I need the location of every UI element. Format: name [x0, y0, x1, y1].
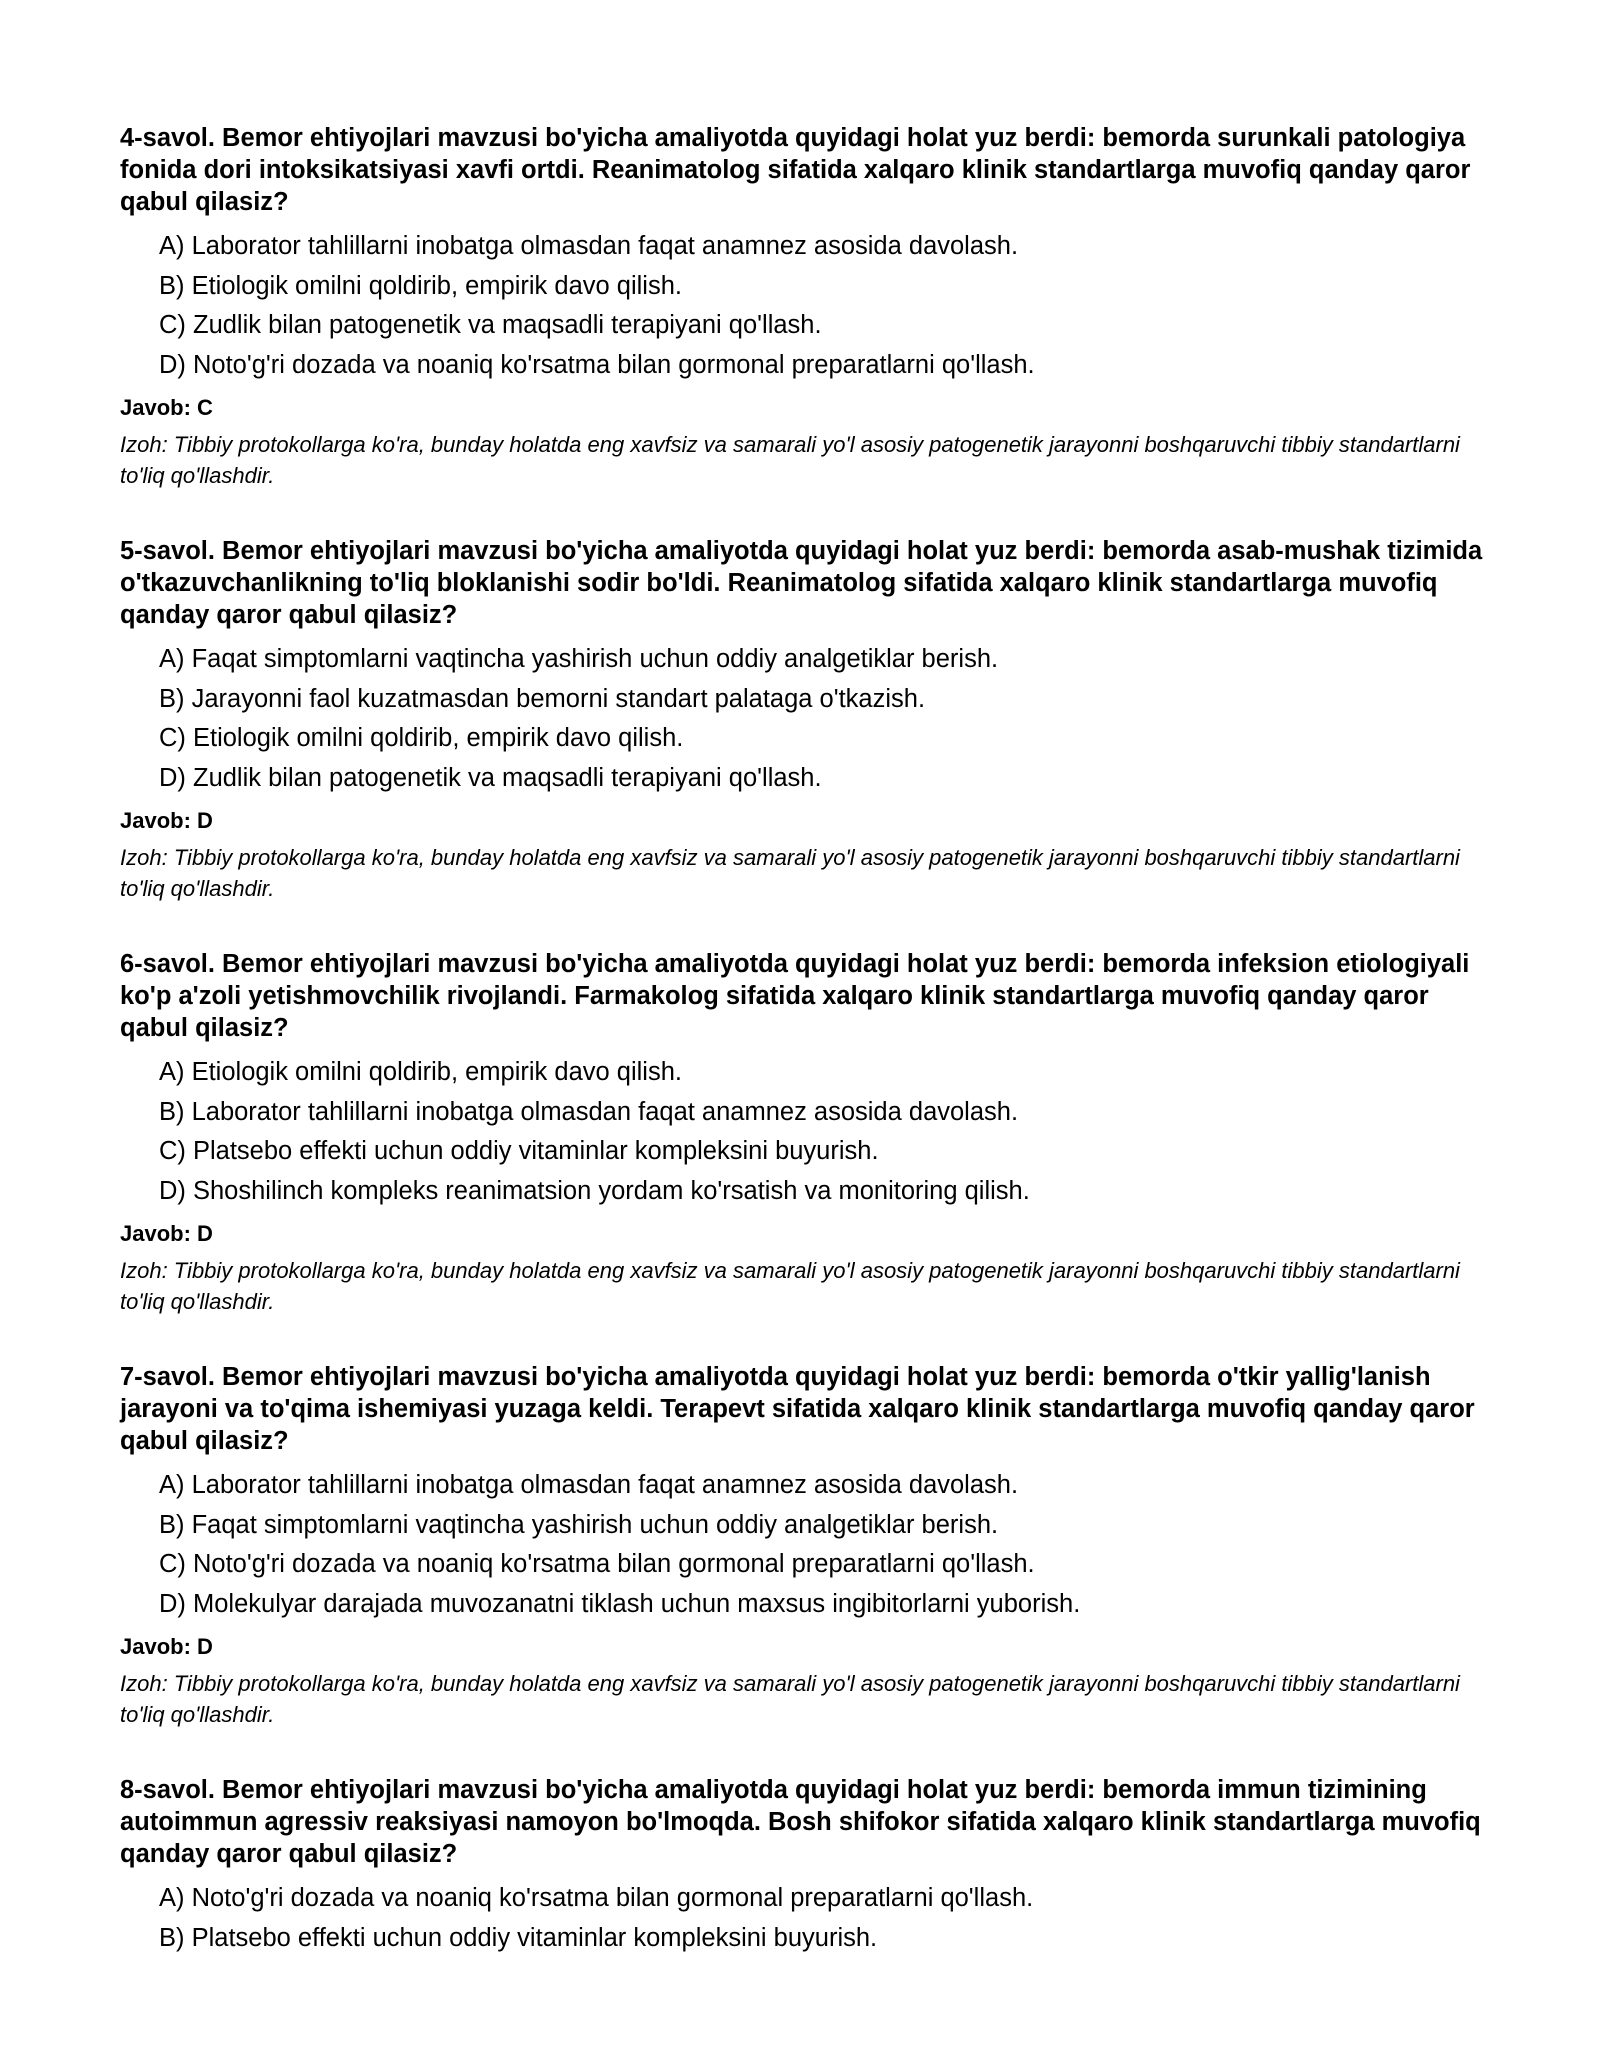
- option-a: A) Noto'g'ri dozada va noaniq ko'rsatma bilan gormonal preparatlarni qo'llash.: [159, 1884, 1034, 1912]
- question-text: 7-savol. Bemor ehtiyojlari mavzusi bo'yicha amaliyotda quyidagi holat yuz berdi: bemorda o'tkir yallig'lanish jarayoni va to'qima ishemiyasi yuzaga keldi. Terapevt sifatida xalqaro klinik standartlarga muvofiq qanday qaror qabul qilasiz?: [120, 1363, 1475, 1455]
- option-d: D) Shoshilinch kompleks reanimatsion yordam ko'rsatish va monitoring qilish.: [159, 1176, 1030, 1205]
- answer-explanation: Izoh: Tibbiy protokollarga ko'ra, bunday holatda eng xavfsiz va samarali yo'l asosiy patogenetik jarayonni boshqaruvchi tibbiy standartlarni to'liq qo'llashdir.: [120, 1671, 1460, 1727]
- option-b: B) Platsebo effekti uchun oddiy vitaminlar kompleksini buyurish.: [159, 1923, 878, 1952]
- correct-answer: Javob: D: [120, 1634, 213, 1659]
- correct-answer: Javob: D: [120, 808, 213, 833]
- question-5: [120, 535, 1500, 904]
- answer-explanation: Izoh: Tibbiy protokollarga ko'ra, bunday holatda eng xavfsiz va samarali yo'l asosiy patogenetik jarayonni boshqaruvchi tibbiy standartlarni to'liq qo'llashdir.: [120, 1258, 1460, 1314]
- question-text: 6-savol. Bemor ehtiyojlari mavzusi bo'yicha amaliyotda quyidagi holat yuz berdi: bemorda infeksion etiologiyali ko'p a'zoli yetishmovchilik rivojlandi. Farmakolog sifatida xalqaro klinik standartlarga muvofiq qanday qaror qabul qilasiz?: [120, 950, 1470, 1042]
- option-d: D) Zudlik bilan patogenetik va maqsadli terapiyani qo'llash.: [159, 763, 822, 792]
- answer-options: [120, 640, 1500, 798]
- answer-options: [120, 1879, 1500, 1958]
- option-c: C) Etiologik omilni qoldirib, empirik davo qilish.: [159, 724, 684, 752]
- option-d: D) Noto'g'ri dozada va noaniq ko'rsatma bilan gormonal preparatlarni qo'llash.: [159, 350, 1035, 379]
- option-d: D) Molekulyar darajada muvozanatni tiklash uchun maxsus ingibitorlarni yuborish.: [159, 1589, 1081, 1618]
- question-4: [120, 122, 1500, 491]
- option-a: A) Etiologik omilni qoldirib, empirik davo qilish.: [159, 1058, 682, 1086]
- option-a: A) Faqat simptomlarni vaqtincha yashirish uchun oddiy analgetiklar berish.: [159, 645, 999, 673]
- option-a: A) Laborator tahlillarni inobatga olmasdan faqat anamnez asosida davolash.: [159, 232, 1019, 260]
- option-c: C) Noto'g'ri dozada va noaniq ko'rsatma bilan gormonal preparatlarni qo'llash.: [159, 1550, 1035, 1578]
- question-8: [120, 1774, 1500, 1958]
- question-7: [120, 1361, 1500, 1730]
- option-b: B) Laborator tahlillarni inobatga olmasdan faqat anamnez asosida davolash.: [159, 1097, 1019, 1126]
- option-c: C) Zudlik bilan patogenetik va maqsadli terapiyani qo'llash.: [159, 311, 822, 339]
- question-text: 5-savol. Bemor ehtiyojlari mavzusi bo'yicha amaliyotda quyidagi holat yuz berdi: bemorda asab-mushak tizimida o'tkazuvchanlikning to'liq bloklanishi sodir bo'ldi. Reanimatolog sifatida xalqaro klinik standartlarga muvofiq qanday qaror qabul qilasiz?: [120, 537, 1483, 629]
- question-text: 8-savol. Bemor ehtiyojlari mavzusi bo'yicha amaliyotda quyidagi holat yuz berdi: bemorda immun tizimining autoimmun agressiv reaksiyasi namoyon bo'lmoqda. Bosh shifokor sifatida xalqaro klinik standartlarga muvofiq qanday qaror qabul qilasiz?: [120, 1776, 1481, 1868]
- option-b: B) Jarayonni faol kuzatmasdan bemorni standart palataga o'tkazish.: [159, 684, 926, 713]
- answer-options: [120, 227, 1500, 385]
- answer-explanation: Izoh: Tibbiy protokollarga ko'ra, bunday holatda eng xavfsiz va samarali yo'l asosiy patogenetik jarayonni boshqaruvchi tibbiy standartlarni to'liq qo'llashdir.: [120, 432, 1460, 488]
- option-a: A) Laborator tahlillarni inobatga olmasdan faqat anamnez asosida davolash.: [159, 1471, 1019, 1499]
- answer-options: [120, 1053, 1500, 1211]
- document-page: [120, 122, 1500, 2002]
- option-b: B) Etiologik omilni qoldirib, empirik davo qilish.: [159, 271, 682, 300]
- option-c: C) Platsebo effekti uchun oddiy vitaminlar kompleksini buyurish.: [159, 1137, 879, 1165]
- option-b: B) Faqat simptomlarni vaqtincha yashirish uchun oddiy analgetiklar berish.: [159, 1510, 999, 1539]
- answer-options: [120, 1466, 1500, 1624]
- question-text: 4-savol. Bemor ehtiyojlari mavzusi bo'yicha amaliyotda quyidagi holat yuz berdi: bemorda surunkali patologiya fonida dori intoksikatsiyasi xavfi ortdi. Reanimatolog sifatida xalqaro klinik standartlarga muvofiq qanday qaror qabul qilasiz?: [120, 124, 1471, 216]
- correct-answer: Javob: D: [120, 1221, 213, 1246]
- correct-answer: Javob: C: [120, 395, 213, 420]
- question-6: [120, 948, 1500, 1317]
- answer-explanation: Izoh: Tibbiy protokollarga ko'ra, bunday holatda eng xavfsiz va samarali yo'l asosiy patogenetik jarayonni boshqaruvchi tibbiy standartlarni to'liq qo'llashdir.: [120, 845, 1460, 901]
